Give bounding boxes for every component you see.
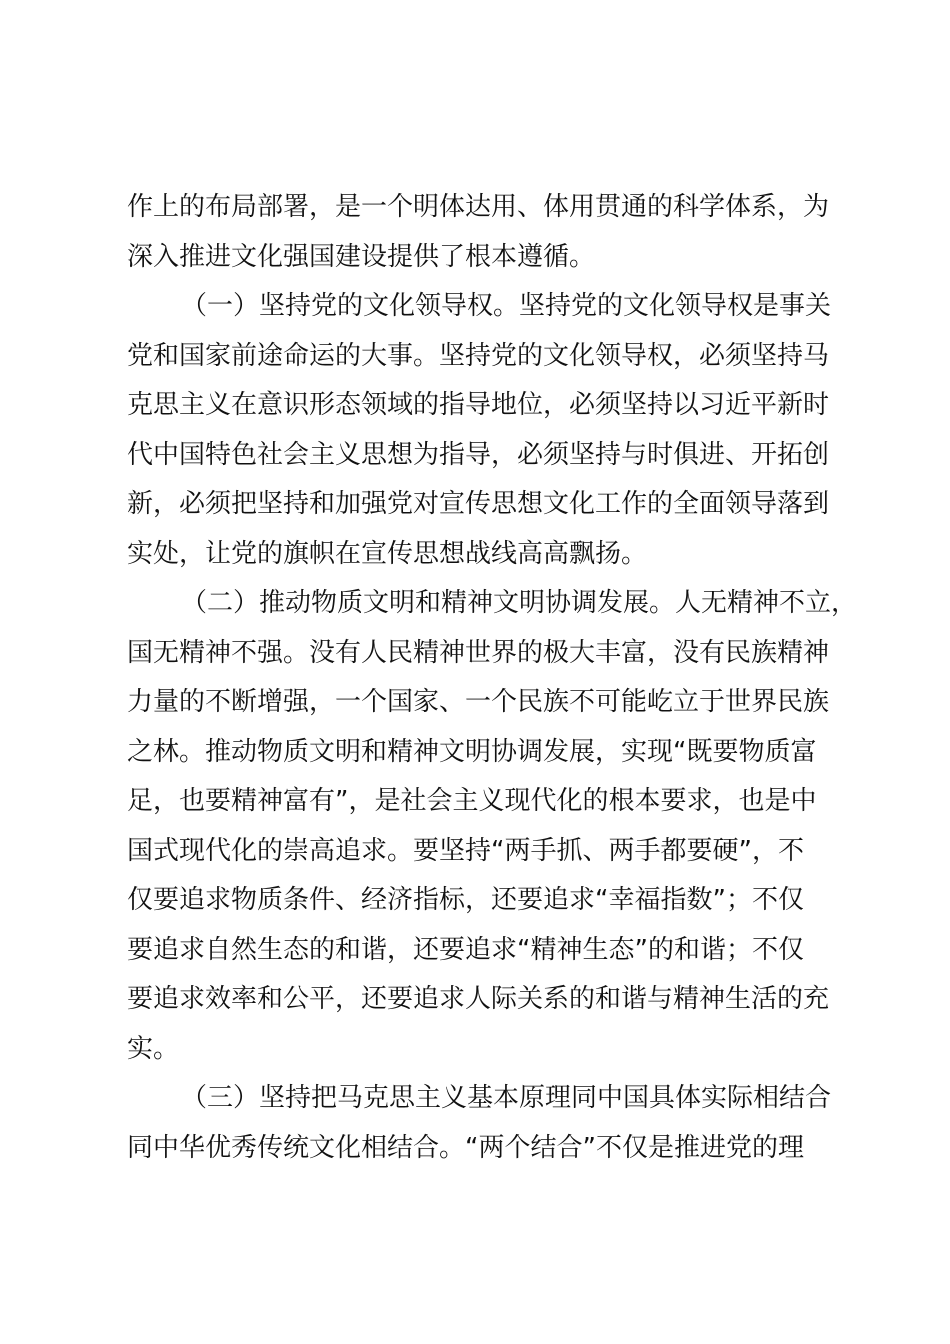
- text-line: 要追求自然生态的和谐，还要追求“精神生态”的和谐；不仅: [127, 934, 804, 965]
- text-line: 仅要追求物质条件、经济指标，还要追求“幸福指数”；不仅: [127, 885, 804, 915]
- text-line: 之林。推动物质文明和精神文明协调发展，实现“既要物质富: [127, 736, 817, 767]
- text-line: 实。: [127, 1033, 180, 1064]
- text-line: 国无精神不强。没有人民精神世界的极大丰富，没有民族精神: [127, 637, 830, 668]
- paragraph-section-three: [127, 1074, 847, 1173]
- text-line: 同中华优秀传统文化相结合。“两个结合”不仅是推进党的理: [127, 1132, 804, 1163]
- text-line: 足，也要精神富有”，是社会主义现代化的根本要求，也是中: [127, 786, 817, 816]
- text-line: 代中国特色社会主义思想为指导，必须坚持与时俱进、开拓创: [127, 439, 830, 470]
- text-line: 国式现代化的崇高追求。要坚持“两手抓、两手都要硬”，不: [127, 835, 804, 866]
- text-line: 新，必须把坚持和加强党对宣传思想文化工作的全面领导落到: [127, 489, 830, 519]
- text-line: 克思主义在意识形态领域的指导地位，必须坚持以习近平新时: [127, 390, 830, 420]
- paragraph-intro-continuation: [127, 183, 847, 282]
- text-line: （一）坚持党的文化领导权。坚持党的文化领导权是事关: [181, 291, 832, 321]
- body-text: [127, 183, 858, 1173]
- paragraph-section-two: [127, 579, 858, 1074]
- text-line: 要追求效率和公平，还要追求人际关系的和谐与精神生活的充: [127, 984, 830, 1014]
- text-line: （二）推动物质文明和精神文明协调发展。人无精神不立，: [181, 588, 858, 618]
- text-line: 实处，让党的旗帜在宣传思想战线高高飘扬。: [127, 538, 648, 569]
- paragraph-section-one: [127, 282, 847, 579]
- text-line: 深入推进文化强国建设提供了根本遵循。: [127, 241, 596, 272]
- text-line: （三）坚持把马克思主义基本原理同中国具体实际相结合: [181, 1083, 832, 1113]
- text-line: 作上的布局部署，是一个明体达用、体用贯通的科学体系，为: [127, 192, 830, 222]
- text-line: 力量的不断增强，一个国家、一个民族不可能屹立于世界民族: [127, 687, 830, 717]
- text-line: 党和国家前途命运的大事。坚持党的文化领导权，必须坚持马: [127, 340, 830, 371]
